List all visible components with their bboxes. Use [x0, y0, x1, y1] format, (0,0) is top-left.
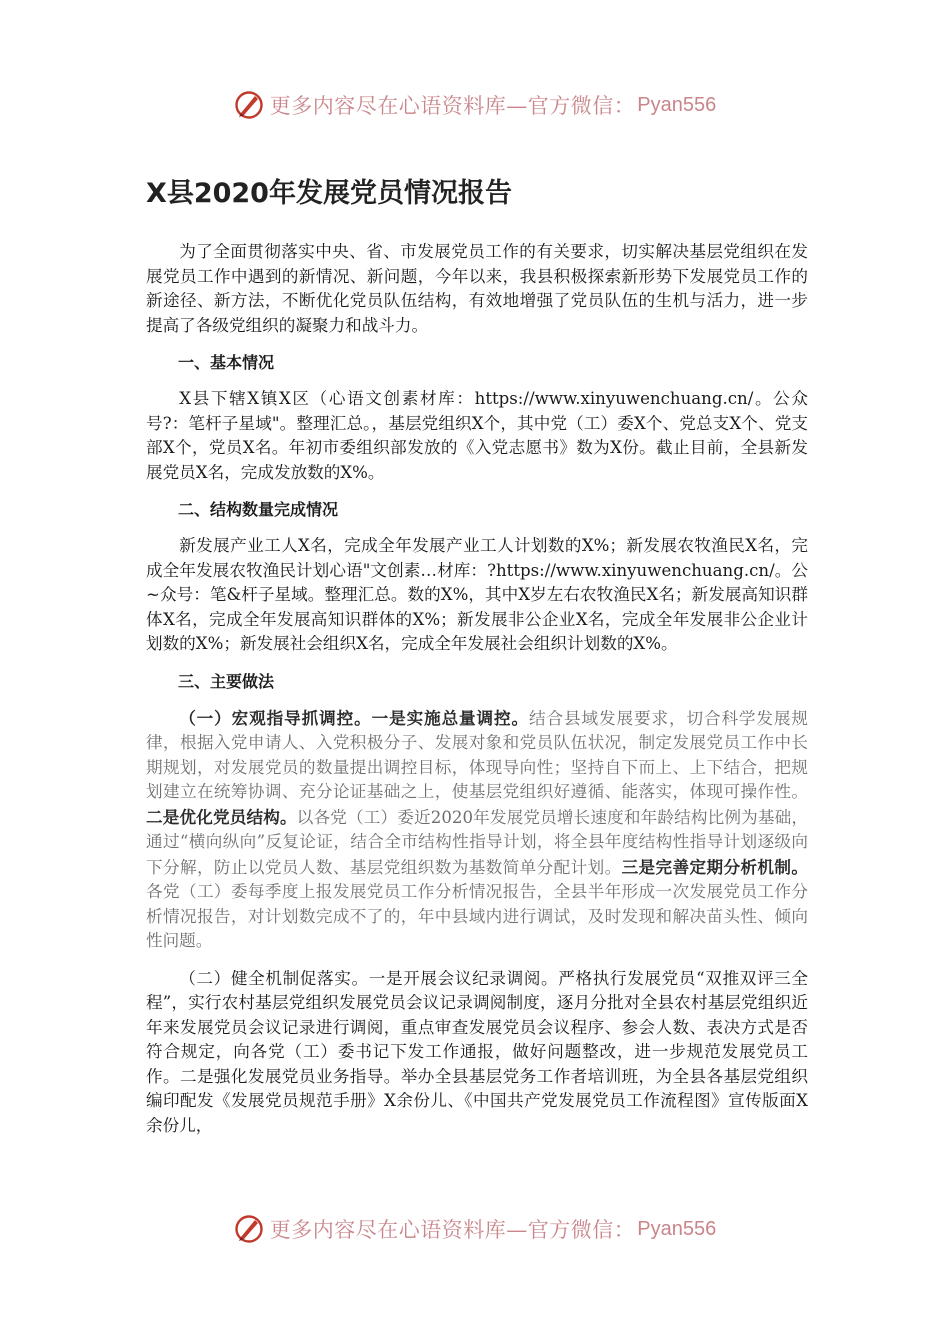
- document-body: [146, 172, 808, 1138]
- pen-logo-icon: [234, 90, 264, 120]
- section-2-body: 新发展产业工人X名，完成全年发展产业工人计划数的X%；新发展农牧渔民X名，完成全年发展农牧渔民计划心语"文创素…材库：?https://www.xinyuwenchuang.cn/。公~众号：笔&杆子星域。整理汇总。数的X%，其中X岁左右农牧渔民X名；新发展高知识群体X名，完成全年发展高知识群体的X%；新发展非公企业X名，完成全年发展非公企业计划数的X%；新发展社会组织X名，完成全年发展社会组织计划数的X%。: [146, 536, 808, 653]
- header-banner: [0, 85, 950, 125]
- subsection-1-part3: 各党（工）委每季度上报发展党员工作分析情况报告，全县半年形成一次发展党员工作分析情况报告，对计划数完成不了的，年中县域内进行调试，及时发现和解决苗头性、倾向性问题。: [146, 882, 808, 950]
- banner-wechat-id: Pyan556: [637, 1217, 717, 1240]
- subsection-2-paragraph: （二）健全机制促落实。一是开展会议纪录调阅。严格执行发展党员“双推双评三全程”，实行农村基层党组织发展党员会议记录调阅制度，逐月分批对全县农村基层党组织近年来发展党员会议记录进行调阅，重点审查发展党员会议程序、参会人数、表决方式是否符合规定，向各党（工）委书记下发工作通报，做好问题整改，进一步规范发展党员工作。二是强化发展党员业务指导。举办全县基层党务工作者培训班，为全县各基层党组织编印配发《发展党员规范手册》X余份儿、《中国共产党发展党员工作流程图》宣传版面X余份儿，: [146, 968, 808, 1135]
- section-3-heading: 三、主要做法: [178, 671, 275, 691]
- banner-wechat-id: Pyan556: [637, 93, 717, 116]
- intro-paragraph: 为了全面贯彻落实中央、省、市发展党员工作的有关要求，切实解决基层党组织在发展党员工作中遇到的新情况、新问题，今年以来，我县积极探索新形势下发展党员工作的新途径、新方法，不断优化党员队伍结构，有效地增强了党员队伍的生机与活力，进一步提高了各级党组织的凝聚力和战斗力。: [146, 242, 808, 335]
- subsection-1-paragraph: [146, 706, 808, 954]
- section-2-heading: 二、结构数量完成情况: [178, 500, 339, 519]
- section-1-heading: 一、基本情况: [178, 353, 275, 372]
- subsection-1-lead2: 二是优化党员结构。: [146, 806, 297, 827]
- subsection-1-lead: （一）宏观指导抓调控。一是实施总量调控。: [179, 707, 530, 728]
- subsection-1-part2: 以各党（工）委近2020年发展党员增长速度和年龄结构比例为基础，通过“横向纵向”反复论证，结合全市结构性指导计划，将全县年度结构性指导计划逐级向下分解，防止以党员人数、基层党组织数为基数简单分配计划。: [146, 807, 809, 877]
- banner-text: 更多内容尽在心语资料库—官方微信：: [269, 1218, 636, 1242]
- subsection-1-lead3: 三是完善定期分析机制。: [621, 856, 808, 877]
- banner-text: 更多内容尽在心语资料库—官方微信：: [269, 94, 636, 118]
- footer-banner: [0, 1209, 950, 1249]
- subsection-1-part1: 结合县域发展要求，切合科学发展规律，根据入党申请人、入党积极分子、发展对象和党员队伍状况，制定发展党员工作中长期规划，对发展党员的数量提出调控目标，体现导向性；坚持自下而上、上下结合，把规划建立在统筹协调、充分论证基础之上，使基层党组织好遵循、能落实，体现可操作性。: [146, 708, 809, 801]
- pen-logo-icon: [234, 1214, 264, 1244]
- document-title: X县2020年发展党员情况报告: [146, 178, 512, 209]
- section-1-body: X县下辖X镇X区（心语文创素材库：https://www.xinyuwenchuang.cn/。公众号?：笔杆子星域"。整理汇总。，基层党组织X个，其中党（工）委X个、党总支X个、党支部X个，党员X名。年初市委组织部发放的《入党志愿书》数为X份。截止目前，全县新发展党员X名，完成发放数的X%。: [146, 389, 808, 482]
